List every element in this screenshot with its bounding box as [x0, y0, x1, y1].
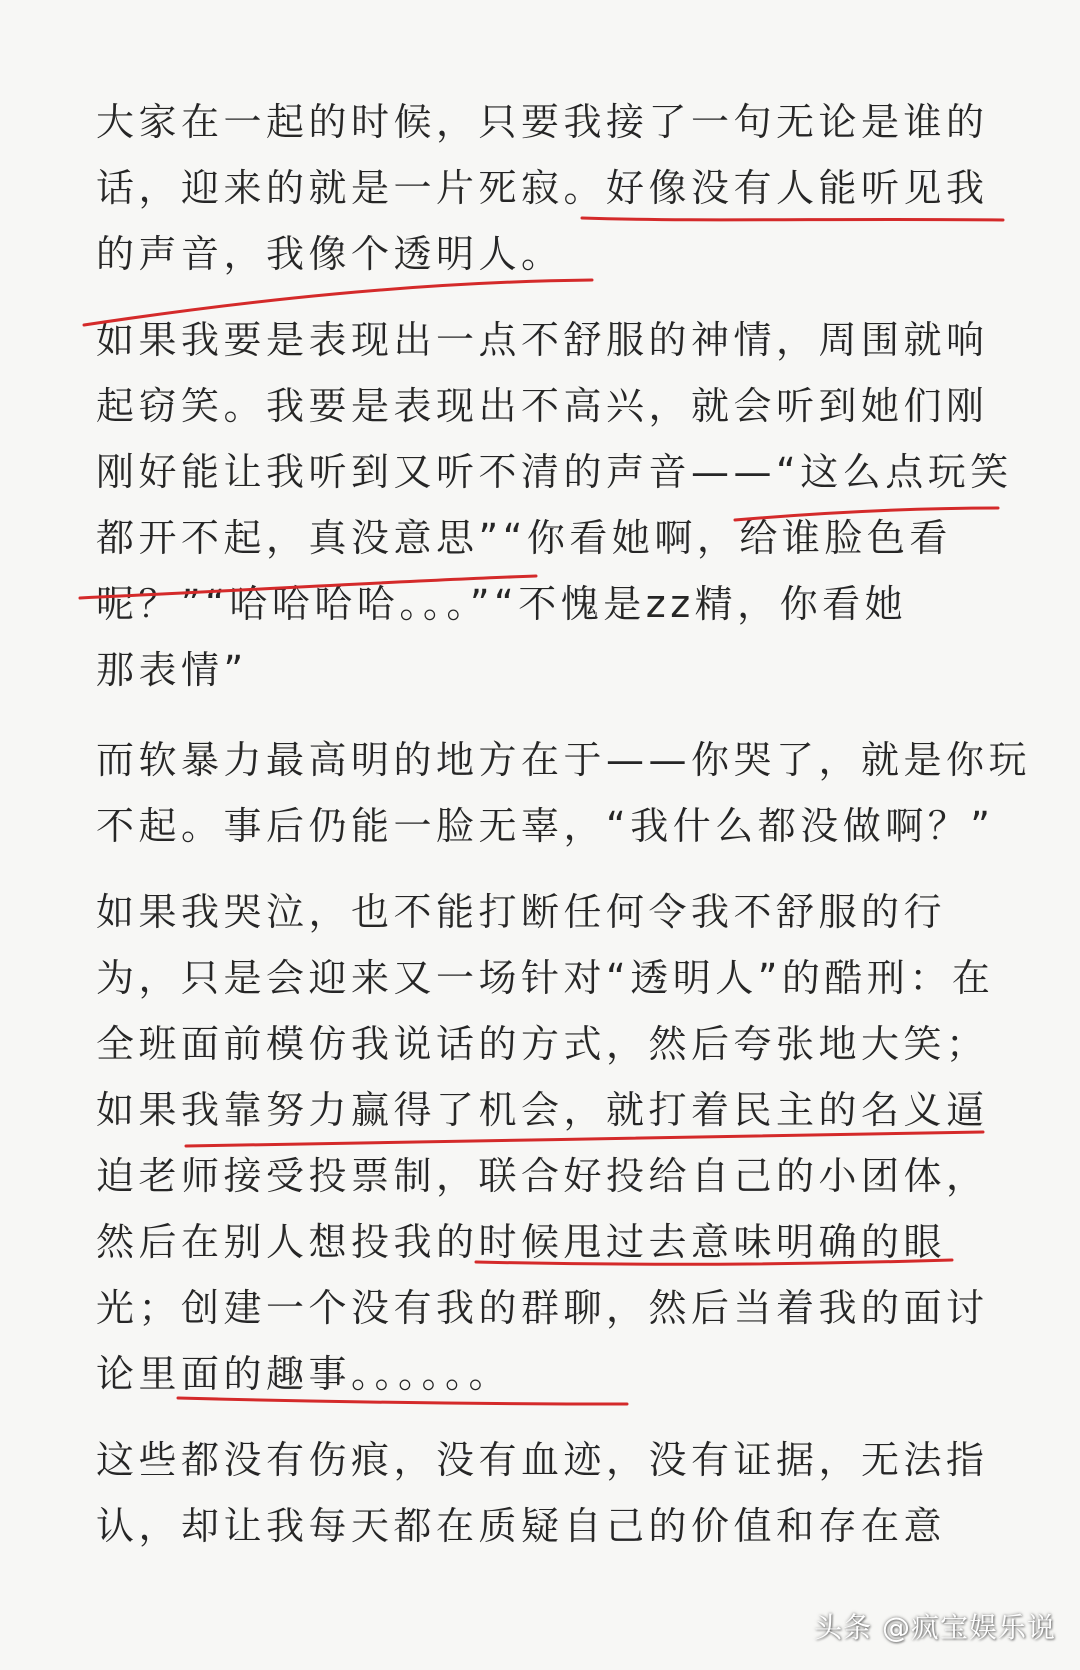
text-line: 如果我靠努力赢得了机会，就打着民主的名义逼 — [96, 1088, 989, 1132]
text-line: 光；创建一个没有我的群聊，然后当着我的面讨 — [96, 1286, 989, 1330]
text-line: 不起。事后仍能一脸无辜，“我什么都没做啊？” — [96, 804, 995, 848]
text-line: 全班面前模仿我说话的方式，然后夸张地大笑； — [96, 1022, 989, 1066]
text-line: 然后在别人想投我的时候甩过去意味明确的眼 — [96, 1220, 947, 1264]
text-line: 迫老师接受投票制，联合好投给自己的小团体， — [96, 1154, 989, 1198]
underline-stroke — [582, 218, 1003, 220]
text-line: 大家在一起的时候，只要我接了一句无论是谁的 — [96, 100, 989, 144]
text-line: 如果我要是表现出一点不舒服的神情，周围就响 — [96, 318, 989, 362]
text-line: 呢？”“哈哈哈哈。。。”“不愧是zz精，你看她 — [96, 582, 908, 626]
underline-stroke — [178, 1398, 627, 1404]
text-line: 这些都没有伤痕，没有血迹，没有证据，无法指 — [96, 1438, 989, 1482]
underline-stroke — [186, 1132, 983, 1146]
text-line: 刚好能让我听到又听不清的声音——“这么点玩笑 — [96, 450, 1013, 494]
text-line: 而软暴力最高明的地方在于——你哭了，就是你玩 — [96, 738, 1032, 782]
text-line: 为，只是会迎来又一场针对“透明人”的酷刑：在 — [96, 956, 995, 1000]
text-line: 的声音，我像个透明人。 — [96, 232, 564, 276]
text-line: 起窃笑。我要是表现出不高兴，就会听到她们刚 — [96, 384, 989, 428]
text-line: 都开不起，真没意思”“你看她啊，给谁脸色看 — [96, 516, 952, 560]
text-line: 那表情” — [96, 648, 248, 692]
watermark: 头条 @疯宝娱乐说 — [814, 1611, 1056, 1644]
text-line: 认，却让我每天都在质疑自己的价值和存在意 — [96, 1504, 947, 1548]
text-line: 话，迎来的就是一片死寂。好像没有人能听见我 — [96, 166, 989, 210]
text-line: 论里面的趣事。。。。。。 — [96, 1352, 512, 1396]
text-line: 如果我哭泣，也不能打断任何令我不舒服的行 — [96, 890, 947, 934]
